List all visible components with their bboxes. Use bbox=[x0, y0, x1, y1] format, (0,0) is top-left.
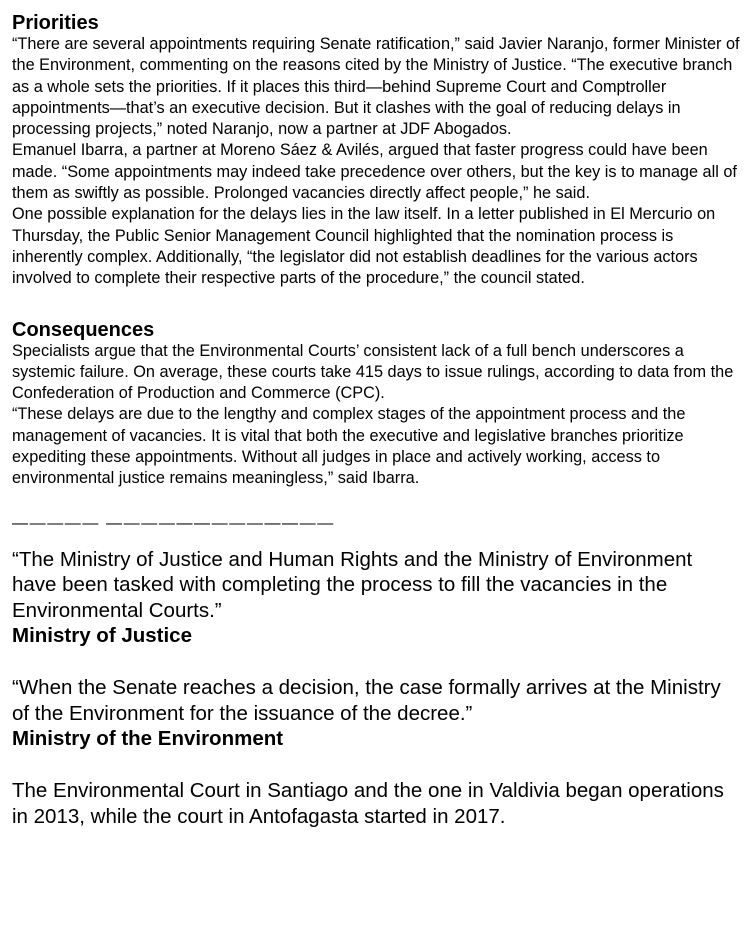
paragraph-systemic-failure: Specialists argue that the Environmental Courts’ consistent lack of a full bench underscores a systemic failure. On average, these courts take 415 days to issue rulings, according to data from the Confederation of Production and Commerce (CPC). bbox=[12, 341, 734, 403]
paragraph-ibarra-argument: Emanuel Ibarra, a partner at Moreno Sáez & Avilés, argued that faster progress could have been made. “Some appointments may indeed take precedence over others, but the key is to manage all of them as swiftly as possible. Prolonged vacancies directly affect people,” he said. bbox=[12, 141, 737, 203]
section-heading-priorities: Priorities bbox=[12, 12, 99, 34]
section-divider: ————— ————————————— bbox=[12, 514, 335, 532]
paragraph-ibarra-quote: “These delays are due to the lengthy and complex stages of the appointment process and the management of vacancies. It is vital that both the executive and legislative branches prioritize expediting these appointments. Without all judges in place and actively working, access to environmental justice remains meaningless,” said Ibarra. bbox=[12, 405, 686, 488]
section-spacer bbox=[12, 290, 740, 311]
paragraph-naranjo-quote: “There are several appointments requiring Senate ratification,” said Javier Naranjo, former Minister of the Environment, commenting on the reasons cited by the Ministry of Justice. “The executive branch as a whole sets the priorities. If it places this third—behind Supreme Court and Comptroller appointments—that’s an executive decision. But it clashes with the goal of reducing delays in processing projects,” noted Naranjo, now a partner at JDF Abogados. bbox=[12, 35, 740, 139]
quote-attribution: Ministry of the Environment bbox=[12, 727, 284, 751]
quote-block-justice bbox=[12, 547, 740, 650]
quote-attribution: Ministry of Justice bbox=[12, 624, 192, 648]
quote-text: “The Ministry of Justice and Human Rights and the Ministry of Environment have been tasked with completing the process to fill the vacancies in the Environmental Courts.” bbox=[12, 547, 693, 622]
quote-block-environment bbox=[12, 675, 740, 752]
paragraph-law-explanation: One possible explanation for the delays lies in the law itself. In a letter published in El Mercurio on Thursday, the Public Senior Management Council highlighted that the nomination process is inherently complex. Additionally, “the legislator did not establish deadlines for the various actors involved to complete their respective parts of the procedure,” the council stated. bbox=[12, 205, 716, 288]
quote-spacer bbox=[12, 752, 740, 778]
section-heading-consequences: Consequences bbox=[12, 318, 155, 341]
article bbox=[12, 12, 740, 829]
quote-spacer bbox=[12, 649, 740, 675]
closing-paragraph: The Environmental Court in Santiago and the one in Valdivia began operations in 2013, while the court in Antofagasta started in 2017. bbox=[12, 779, 724, 828]
quote-text: “When the Senate reaches a decision, the case formally arrives at the Ministry of the Environment for the issuance of the decree.” bbox=[12, 676, 721, 725]
